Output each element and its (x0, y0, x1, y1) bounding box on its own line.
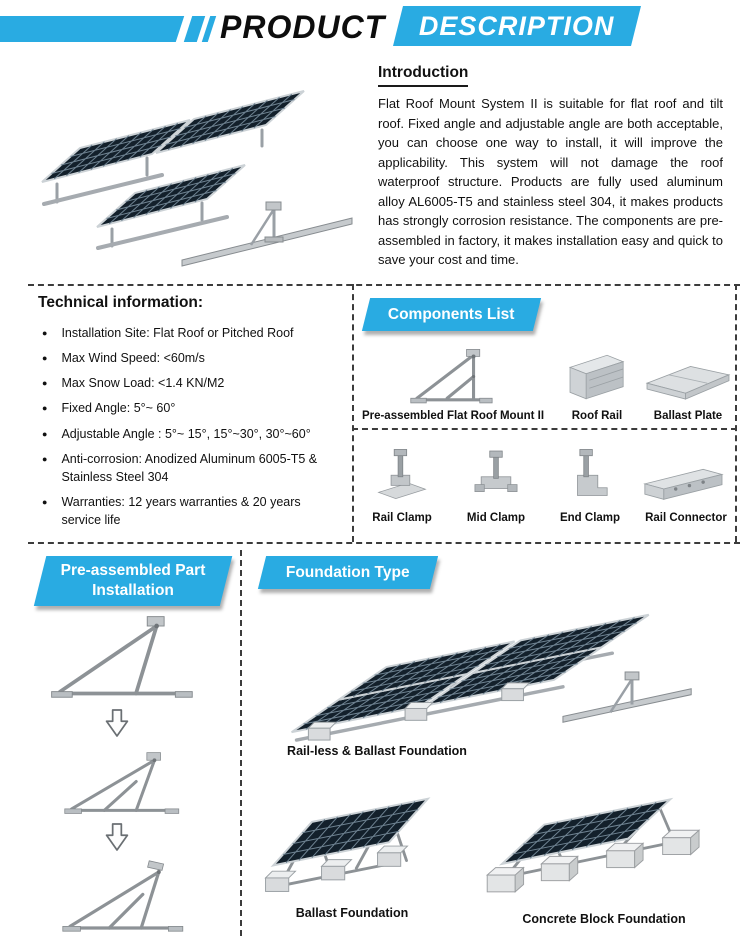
installation-step-3-image (44, 856, 200, 936)
hero-solar-mount-illustration (22, 62, 362, 277)
hero-foot (265, 237, 283, 242)
bullet-icon: ● (42, 453, 48, 464)
component-label: Ballast Plate (653, 410, 723, 422)
bullet-icon: ● (42, 378, 48, 389)
installation-step-2-image (46, 742, 196, 818)
divider-middle (28, 542, 740, 544)
foundation-type-heading: Foundation Type (286, 563, 410, 581)
foundation-type-banner (258, 556, 438, 589)
components-box-divider (352, 428, 737, 430)
hero-clamp (266, 202, 281, 210)
components-list-heading: Components List (388, 305, 515, 323)
component-label: Mid Clamp (466, 512, 526, 524)
bullet-icon: ● (42, 496, 48, 507)
introduction-body: Flat Roof Mount System II is suitable for flat roof and tilt roof. Fixed angle and adjustable angle are both acceptable, you can choose one way to install, it will improve the applicability. This system will not damage the roof waterproof structure. Products are fully used aluminum alloy AL6005-T5 and stainless steel 304, it makes products has strongly corrosion resistance. The components are pre-assembled in factory, it makes installation easy and quick to save your cost and time. (378, 96, 723, 267)
list-item (42, 324, 342, 342)
page-title-product: PRODUCT (220, 9, 386, 45)
caption-ballast-foundation: Ballast Foundation (295, 906, 409, 920)
list-item (42, 450, 342, 486)
installation-heading: Pre-assembled Part Installation (60, 562, 206, 600)
bullet-icon: ● (42, 428, 48, 439)
component-label: Rail Clamp (372, 512, 432, 524)
installation-step-1-image (46, 608, 196, 704)
tech-item-text: Installation Site: Flat Roof or Pitched Roof (61, 326, 294, 340)
list-item (42, 399, 342, 417)
bottom-section-divider (240, 550, 242, 936)
bullet-icon: ● (42, 353, 48, 364)
rail-less-ballast-foundation-image (260, 596, 708, 744)
tech-item-text: Adjustable Angle : 5°~ 15°, 15°~30°, 30°~60° (61, 426, 311, 441)
tech-item-text: Max Wind Speed: <60m/s (61, 351, 205, 366)
down-arrow-icon (104, 822, 130, 852)
rail-connector-image (638, 458, 734, 508)
list-item (42, 374, 342, 392)
component-cell-mid-clamp (450, 438, 542, 524)
tech-item-text: Fixed Angle: 5°~ 60° (61, 401, 176, 416)
list-item (42, 493, 342, 529)
component-label: End Clamp (559, 512, 621, 524)
list-item (42, 425, 342, 443)
introduction-heading: Introduction (378, 64, 468, 87)
rail-clamp-image (370, 444, 434, 508)
components-list-banner (362, 298, 541, 331)
caption-rail-less-ballast: Rail-less & Ballast Foundation (287, 744, 467, 758)
page-title-description: DESCRIPTION (419, 10, 615, 41)
tech-item-text: Max Snow Load: <1.4 KN/M2 (61, 376, 225, 391)
tech-item-text: Warranties: 12 years warranties & 20 years service life (61, 494, 301, 527)
component-label: Roof Rail (571, 410, 623, 422)
component-cell-roof-rail (554, 338, 640, 422)
bullet-icon: ● (42, 403, 48, 414)
component-cell-rail-clamp (356, 438, 448, 524)
ballast-foundation-image (248, 764, 454, 904)
component-cell-ballast-plate (642, 338, 734, 422)
list-item (42, 349, 342, 367)
preassembled-mount-image (397, 344, 509, 406)
component-cell-end-clamp (544, 438, 636, 524)
header-stripe (0, 16, 184, 42)
page-title-description-box (393, 6, 641, 46)
bullet-icon: ● (42, 328, 48, 338)
component-label: Pre-assembled Flat Roof Mount II (361, 410, 545, 422)
installation-banner (34, 556, 233, 606)
roof-rail-image (555, 348, 639, 406)
mid-clamp-image (464, 444, 528, 508)
caption-concrete-block-foundation: Concrete Block Foundation (522, 912, 686, 926)
technical-info-list (42, 324, 342, 536)
divider-top (28, 284, 740, 286)
component-cell-preassembled-mount (354, 338, 552, 422)
end-clamp-image (558, 444, 622, 508)
technical-heading: Technical information: (38, 294, 204, 311)
tech-item-text: Anti-corrosion: Anodized Aluminum 6005-T5 & Stainless Steel 304 (61, 451, 318, 484)
component-cell-rail-connector (636, 438, 736, 524)
concrete-block-foundation-image (466, 778, 738, 904)
down-arrow-icon (104, 708, 130, 738)
component-label: Rail Connector (645, 512, 727, 524)
ballast-plate-image (642, 352, 734, 406)
